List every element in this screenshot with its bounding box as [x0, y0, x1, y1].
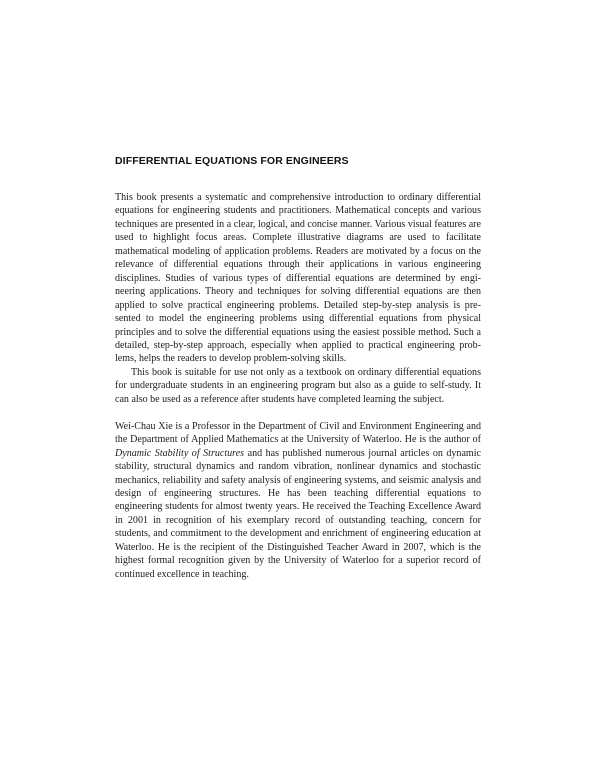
book-title: DIFFERENTIAL EQUATIONS FOR ENGINEERS — [115, 155, 349, 167]
author-bio-paragraph — [115, 420, 481, 581]
author-bio-text-end: and has published numerous journal articles on dynamic stability, structural dynamics and random vibration, nonlinear dynamics and stochastic mechanics, reliability and safety analysis of engineering systems, and seismic analysis and design of engineering structures. He has been teaching differential equations to engineering students for almost twenty years. He received the Teaching Excellence Award in 2001 in recognition of his exemplary record of outstanding teaching, concern for students, and commitment to the development and enrichment of engineering education at Waterloo. He is the recipient of the Distinguished Teacher Award in 2007, which is the highest formal recognition given by the University of Waterloo for a superior record of continued excellence in teaching. — [115, 447, 481, 580]
description-paragraph-1: This book presents a systematic and comprehensive introduction to ordinary differential equations for engineering students and practitioners. Mathematical concepts and various techniques are presented in a clear, logical, and concise manner. Various visual features are used to highlight focus areas. Complete illustrative diagrams are used to facilitate mathematical modeling of application problems. Readers are motivated by a focus on the relevance of differential equations through their applications in various engineering disciplines. Studies of various types of differential equations are determined by engineering applications. Theory and techniques for solving differential equations are then applied to solve practical engineering problems. Detailed step-by-step analysis is presented to model the engineering problems using differential equations from physical principles and to solve the differential equations using the easiest possible method. Such a detailed, step-by-step approach, especially when applied to practical engineering problems, helps the readers to develop problem-solving skills. — [115, 192, 481, 365]
description-paragraph-2: This book is suitable for use not only as a textbook on ordinary differential equations for undergraduate students in an engineering program but also as a guide to self-study. It can also be used as a reference after students have completed learning the subject. — [115, 366, 481, 405]
author-book-title: Dynamic Stability of Structures — [115, 447, 245, 459]
page-content — [115, 155, 481, 581]
author-bio-text-start: Wei-Chau Xie is a Professor in the Department of Civil and Environment Engineering and the Department of Applied Mathematics at the University of Waterloo. He is the author of — [115, 420, 481, 446]
